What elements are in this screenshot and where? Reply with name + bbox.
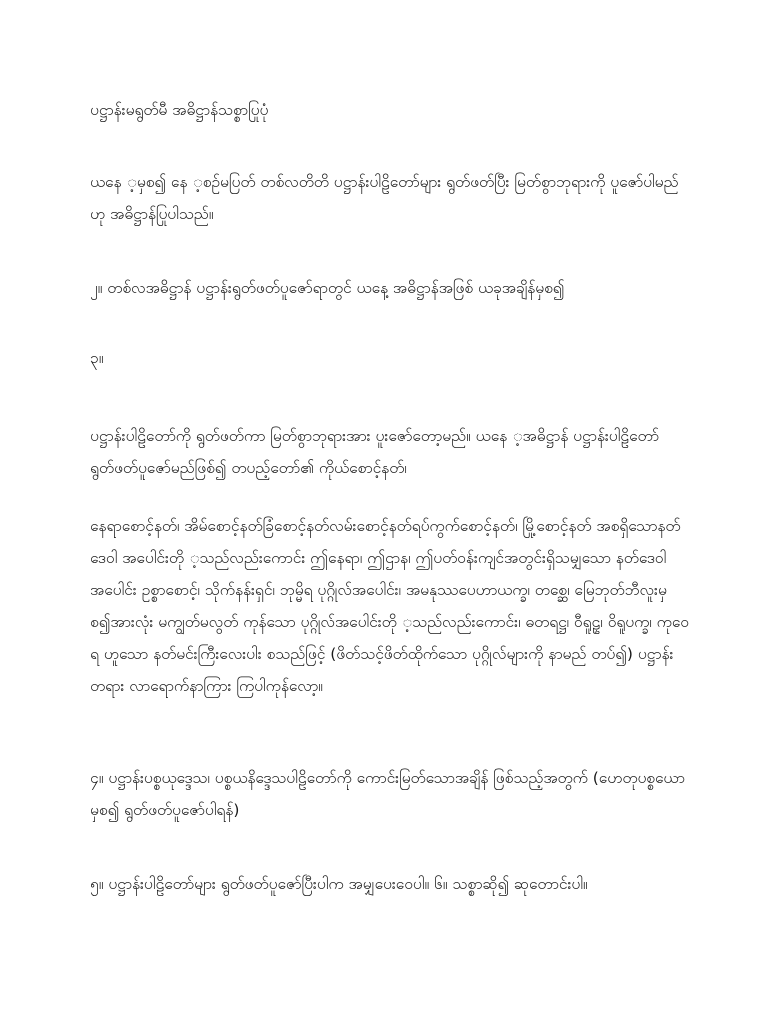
paragraph-step-2: ၂။ တစ်လအဓိဋ္ဌာန် ပဋ္ဌာန်းရွတ်ဖတ်ပူဇော်ရာတွင် ယနေ့ အဓိဋ္ဌာန်အဖြစ် ယခုအချိန်မှစ၍	[90, 279, 565, 297]
paragraph-vow: ယနေ ့မှစ၍ နေ ့စဉ်မပြတ် တစ်လတိတိ ပဋ္ဌာန်းပါဠိတော်များ ရွတ်ဖတ်ပြီး မြတ်စွာဘုရားကို ပူဇော်ပါမည်ဟု အဓိဋ္ဌာန်ပြုပါသည်။	[90, 173, 679, 223]
document-title: ပဋ္ဌာန်းမရွတ်မီ အဓိဋ္ဌာန်သစ္စာပြုပုံ	[90, 101, 269, 119]
paragraph-step-4: ၄။ ပဋ္ဌာန်းပစ္စယုဒ္ဒေသ၊ ပစ္စယနိဒ္ဒေသပါဠိတော်ကို ကောင်းမြတ်သောအချိန် ဖြစ်သည့်အတွက် (ဟေတုပစ္စယောမှစ၍ ရွတ်ဖတ်ပူဇော်ပါရန်)	[90, 769, 685, 819]
paragraph-invitation: နေရာစောင့်နတ်၊ အိမ်စောင့်နတ်ခြံစောင့်နတ်လမ်းစောင့်နတ်ရပ်ကွက်စောင့်နတ်၊ မြို့စောင့်နတ် အစရှိသောနတ်ဒေဝါ အပေါင်းတို ့သည်လည်းကောင်း ဤနေရာ၊ ဤဌာန၊ ဤပတ်ဝန်းကျင်အတွင်းရှိသမျှသော နတ်ဒေဝါအပေါင်း ဥစ္စာစောင့်၊ သိုက်နန်းရှင်၊ ဘုမ္မိရ ပုဂ္ဂိုလ်အပေါင်း၊ အမနုဿပေဟာယက္ခ၊ တစ္ဆေ၊ မြေဘုတ်ဘီလူးမှစ၍အားလုံး မကျွတ်မလွတ် ကုန်သော ပုဂ္ဂိုလ်အပေါင်းတို ့သည်လည်းကောင်း၊ ဓတရဋ္ဌ၊ ဝီရူဠှ၊ ဝိရူပက္ခ၊ ကုဝေရ ဟူသော နတ်မင်းကြီးလေးပါး စသည်ဖြင့် (ဖိတ်သင့်ဖိတ်ထိုက်သော ပုဂ္ဂိုလ်များကို နာမည် တပ်၍) ပဋ္ဌာန်းတရား လာရောက်နာကြား ကြပါကုန်လော့။	[90, 517, 689, 695]
paragraph-step-5-6: ၅။ ပဋ္ဌာန်းပါဠိတော်များ ရွတ်ဖတ်ပူဇော်ပြီးပါက အမျှပေးဝေပါ။ ၆။ သစ္စာဆို၍ ဆုတောင်းပါ။	[90, 875, 588, 893]
paragraph-step-3-number: ၃။	[90, 349, 104, 367]
paragraph-step-3: ပဋ္ဌာန်းပါဠိတော်ကို ရွတ်ဖတ်ကာ မြတ်စွာဘုရားအား ပူးဇော်တော့မည်။ ယနေ ့အဓိဋ္ဌာန် ပဋ္ဌာန်းပါဠိတော် ရွတ်ဖတ်ပူဇော်မည်ဖြစ်၍ တပည့်တော်၏ ကိုယ်စောင့်နတ်၊	[90, 427, 659, 477]
